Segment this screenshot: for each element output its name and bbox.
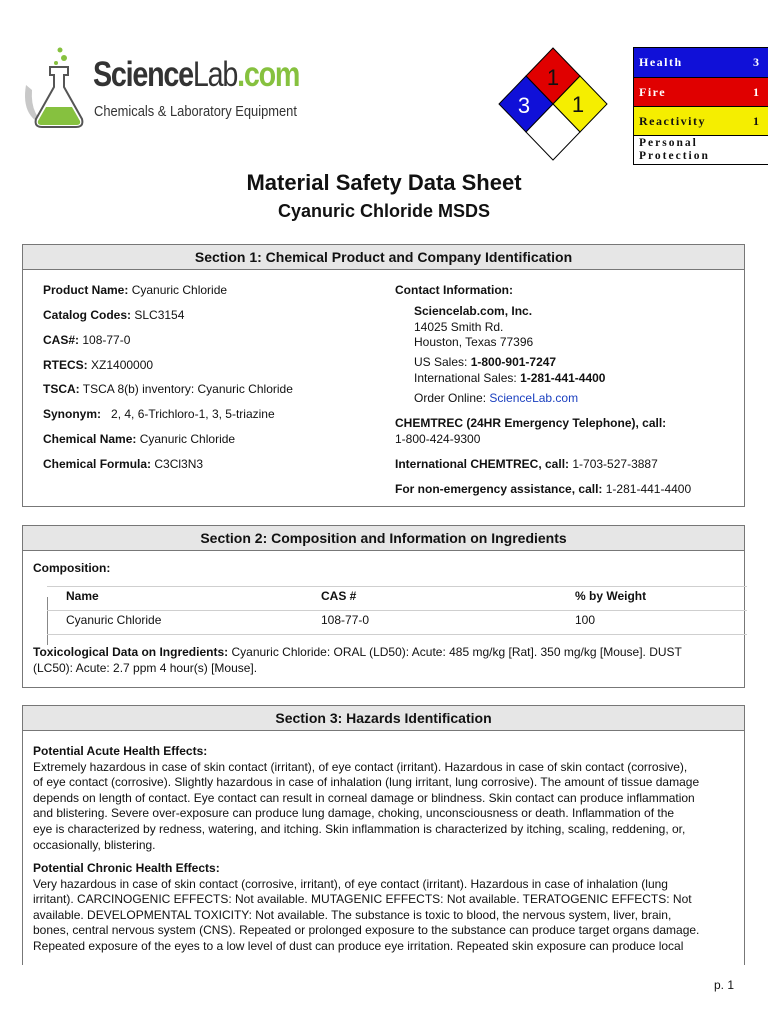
hmis-fire-value: 1 (753, 85, 759, 99)
tsca-field (43, 382, 293, 397)
table-cell-weight: 100 (575, 613, 596, 627)
column-header-name: Name (66, 589, 99, 603)
column-header-weight: % by Weight (575, 589, 647, 603)
table-bottom-border (47, 634, 747, 635)
hmis-ppe-line-1: Personal (639, 137, 698, 149)
product-name-field (43, 283, 227, 298)
order-online-label: Order Online: (414, 391, 490, 405)
section-3-heading: Section 3: Hazards Identification (23, 706, 744, 731)
field-value: SLC3154 (131, 308, 185, 322)
acute-effects-label: Potential Acute Health Effects: (33, 744, 208, 758)
logo-com: .com (237, 55, 300, 94)
nfpa-health-value: 3 (517, 93, 531, 118)
acute-effects-line: eye is characterized by redness, watering, and itching. Skin inflammation is characterized by itching, scaling, reddening, or, (33, 822, 686, 836)
intl-chemtrec-phone: 1-703-527-3887 (569, 457, 658, 471)
table-cell-cas: 108-77-0 (321, 613, 370, 627)
field-label: TSCA: (43, 382, 80, 396)
catalog-codes-field (43, 308, 184, 323)
page-title: Material Safety Data Sheet (246, 170, 522, 195)
chemical-name-field (43, 432, 235, 447)
acute-effects-line: Extremely hazardous in case of skin contact (irritant), of eye contact (irritant). Hazardous in case of skin contact (corrosive), (33, 759, 688, 774)
nfpa-fire-value: 1 (546, 65, 560, 90)
field-value: Cyanuric Chloride (128, 283, 228, 297)
tox-data-line-1 (33, 645, 736, 661)
hmis-reactivity-label: Reactivity (639, 114, 706, 128)
chemtrec-label: CHEMTREC (24HR Emergency Telephone), call: (395, 416, 667, 430)
us-sales (414, 355, 556, 370)
field-label: CAS#: (43, 333, 80, 347)
page-subtitle: Cyanuric Chloride MSDS (277, 201, 491, 221)
chronic-effects-line: Very hazardous in case of skin contact (corrosive, irritant), of eye contact (irritant). Hazardous in case of inhalation (lung (33, 876, 668, 891)
field-value: TSCA 8(b) inventory: Cyanuric Chloride (79, 382, 293, 396)
non-emergency (395, 482, 691, 497)
chemical-formula-field (43, 457, 203, 472)
hmis-table (633, 47, 768, 165)
section-3 (22, 705, 745, 965)
hmis-health-value: 3 (753, 55, 759, 69)
intl-sales-label: International Sales: (414, 371, 521, 385)
hmis-fire-row (634, 78, 768, 107)
intl-chemtrec-label: International CHEMTREC, call: (395, 457, 570, 471)
field-label: Catalog Codes: (43, 308, 132, 322)
field-label: Chemical Formula: (43, 457, 152, 471)
field-value: XZ1400000 (87, 358, 154, 372)
order-online-link[interactable]: ScienceLab.com (489, 391, 579, 405)
field-value: C3Cl3N3 (151, 457, 204, 471)
chronic-effects-label: Potential Chronic Health Effects: (33, 861, 220, 875)
hmis-health-label: Health (639, 55, 683, 69)
hmis-reactivity-value: 1 (753, 114, 759, 128)
us-sales-label: US Sales: (414, 355, 471, 369)
table-top-border (47, 586, 747, 587)
intl-sales-phone: 1-281-441-4400 (520, 371, 606, 385)
section-1-heading: Section 1: Chemical Product and Company Identification (23, 245, 744, 270)
non-emergency-label: For non-emergency assistance, call: (395, 482, 603, 496)
composition-label: Composition: (33, 561, 111, 575)
table-header-border (47, 610, 747, 611)
chronic-effects-line: bones, central nervous system (CNS). Repeated or prolonged exposure to the substance can produce target organs damage. (33, 923, 700, 938)
cas-field (43, 333, 130, 348)
hmis-fire-label: Fire (639, 85, 667, 99)
logo-wordmark (93, 56, 299, 94)
chronic-effects-line: available. DEVELOPMENTAL TOXICITY: Not available. The substance is toxic to blood, the nervous system, liver, brain, (33, 907, 672, 922)
us-sales-phone: 1-800-901-7247 (470, 355, 557, 369)
intl-sales (414, 371, 605, 386)
field-value: 2, 4, 6-Trichloro-1, 3, 5-triazine (101, 407, 275, 421)
tox-data-text: Cyanuric Chloride: ORAL (LD50): Acute: 485 mg/kg [Rat]. 350 mg/kg [Mouse]. DUST (228, 645, 682, 659)
logo-lab: Lab (192, 55, 238, 94)
address-line-1: 14025 Smith Rd. (414, 320, 504, 334)
section-1 (22, 244, 745, 507)
acute-effects-line: of eye contact (corrosive). Slightly hazardous in case of inhalation (lung irritant, lung corrosive). The amount of tissue damage (33, 775, 700, 790)
acute-effects-line: and blistering. Severe over-exposure can produce lung damage, choking, unconsciousness or death. Inflammation of the (33, 806, 675, 821)
page-number: p. 1 (713, 978, 734, 992)
tox-data-label: Toxicological Data on Ingredients: (33, 645, 229, 659)
rtecs-field (43, 358, 153, 373)
hmis-ppe-line-2: Protection (639, 150, 710, 162)
nfpa-reactivity-value: 1 (571, 92, 585, 117)
table-left-border (47, 597, 48, 645)
non-emergency-phone: 1-281-441-4400 (602, 482, 692, 496)
table-cell-name: Cyanuric Chloride (66, 613, 162, 627)
section-2 (22, 525, 745, 688)
tox-data-line-2: (LC50): Acute: 2.7 ppm 4 hour(s) [Mouse]. (33, 661, 258, 675)
hmis-reactivity-row (634, 107, 768, 136)
hmis-health-row (634, 48, 768, 78)
logo-science: Science (93, 55, 193, 94)
field-label: Chemical Name: (43, 432, 137, 446)
chronic-effects-line: Repeated exposure of the eyes to a low level of dust can produce eye irritation. Repeated skin exposure can produce local (33, 939, 684, 953)
field-label: RTECS: (43, 358, 88, 372)
hmis-ppe-label (639, 137, 710, 163)
field-value: 108-77-0 (79, 333, 131, 347)
field-label: Synonym: (43, 407, 102, 421)
column-header-cas: CAS # (321, 589, 357, 603)
field-value: Cyanuric Chloride (136, 432, 236, 446)
nfpa-diamond (497, 46, 609, 164)
chemtrec-phone: 1-800-424-9300 (395, 432, 481, 446)
chronic-effects-line: irritant). CARCINOGENIC EFFECTS: Not available. MUTAGENIC EFFECTS: Not available. TERATOGENIC EFFECTS: Not (33, 892, 692, 907)
acute-effects-line: depends on length of contact. Eye contact can result in corneal damage or blindness. Skin contact can produce inflammation (33, 790, 695, 805)
field-label: Product Name: (43, 283, 129, 297)
intl-chemtrec (395, 457, 658, 472)
synonym-field (43, 407, 275, 422)
acute-effects-line: occasionally, blistering. (33, 837, 156, 852)
section-2-heading: Section 2: Composition and Information on Ingredients (23, 526, 744, 551)
logo-tagline: Chemicals & Laboratory Equipment (94, 103, 297, 120)
contact-label: Contact Information: (395, 283, 513, 297)
company-name: Sciencelab.com, Inc. (414, 304, 533, 318)
order-online (414, 391, 578, 406)
address-line-2: Houston, Texas 77396 (414, 335, 534, 349)
